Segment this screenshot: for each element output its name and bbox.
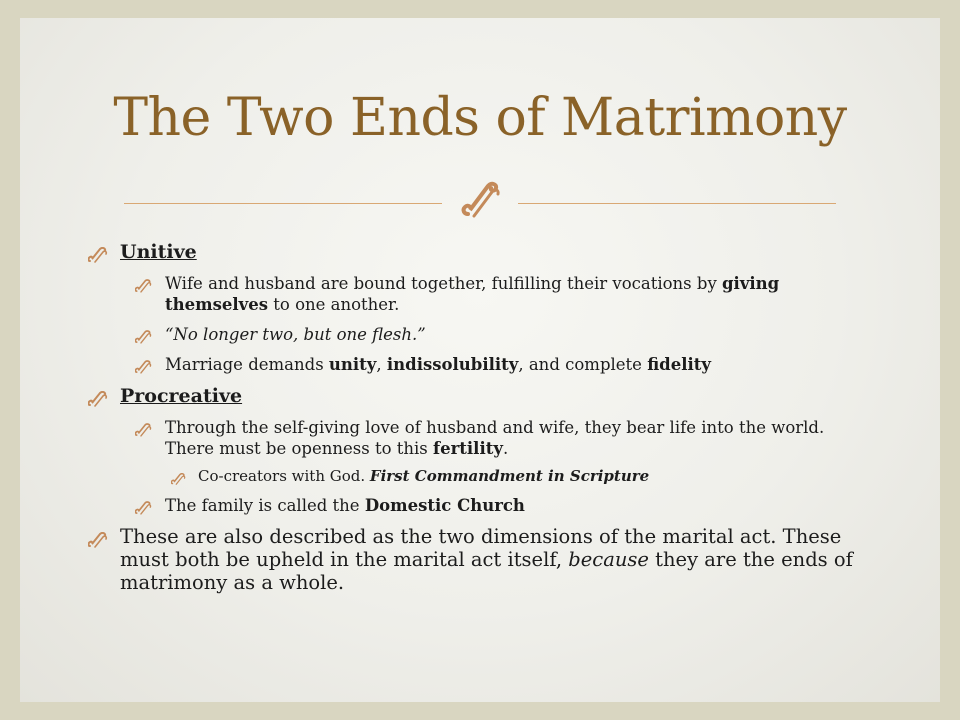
bullet-closing [88,525,868,594]
scroll-bullet-icon [135,328,152,349]
closing-italic: because [568,548,649,571]
scroll-bullet-icon [135,499,152,520]
word-fertility: fertility [433,439,503,458]
unitive-point-3 [88,354,868,375]
first-commandment-text: First Commandment in Scripture [369,467,650,485]
procreative-point-1-end: . [502,439,509,458]
bullet-list [88,240,868,594]
slide-title: The Two Ends of Matrimony [113,88,847,148]
unitive-heading: Unitive [120,241,197,263]
unitive-point-1-bold: giving themselves [165,274,780,314]
separator: , [376,355,387,374]
scroll-bullet-icon [135,277,152,298]
divider-left [124,203,442,204]
bullet-procreative [88,384,868,408]
unitive-quote: “No longer two, but one flesh.” [165,325,426,344]
unitive-point-1-end: to one another. [268,295,400,314]
unitive-point-2 [88,324,868,345]
scroll-ornament-icon [452,172,508,228]
word-indissolubility: indissolubility [386,355,519,374]
unitive-point-3-mid: , and complete [518,355,648,374]
bullet-unitive [88,240,868,264]
word-unity: unity [328,355,377,374]
scroll-bullet-icon [135,421,152,442]
closing-text: These are also described as the two dimensions of the marital act. These must both be upheld in the marital act itself, [120,525,842,571]
unitive-point-1 [88,273,868,315]
procreative-subpoint [88,466,868,486]
divider-right [518,203,836,204]
unitive-point-1-text: Wife and husband are bound together, fulfilling their vocations by [165,274,723,293]
procreative-point-1 [88,417,868,459]
procreative-point-1-text: Through the self-giving love of husband and wife, they bear life into the world. There must be openness to this [165,418,825,458]
scroll-bullet-icon [135,358,152,379]
word-fidelity: fidelity [647,355,711,374]
domestic-church-text: Domestic Church [364,496,525,515]
procreative-subpoint-text: Co-creators with God. [198,467,370,485]
closing-end: they are the ends of matrimony as a whole. [120,548,853,594]
scroll-bullet-icon [88,530,108,553]
scroll-bullet-icon [88,389,108,413]
unitive-point-3-text: Marriage demands [165,355,329,374]
procreative-heading: Procreative [120,385,243,407]
scroll-bullet-icon [171,470,186,490]
procreative-point-2-text: The family is called the [165,496,365,515]
scroll-bullet-icon [88,245,108,269]
procreative-point-2 [88,495,868,516]
